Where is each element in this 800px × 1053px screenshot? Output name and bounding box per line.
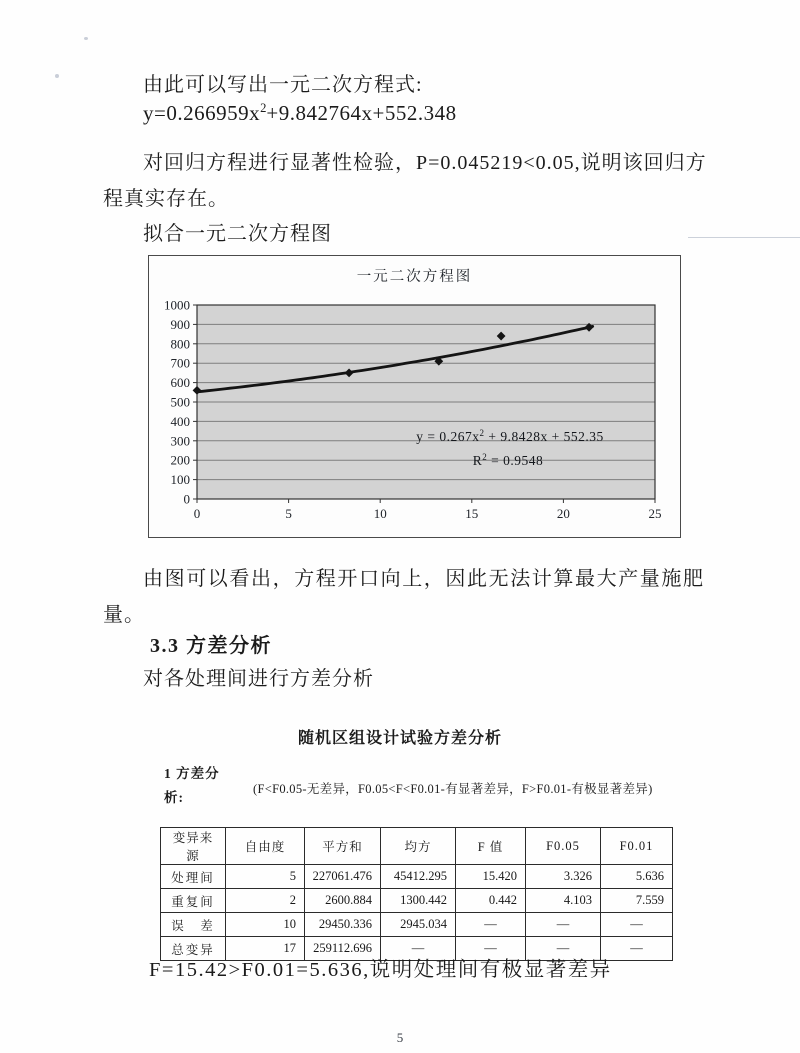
table-header-cell: F 值 xyxy=(456,828,526,865)
y-axis-label: 900 xyxy=(170,316,190,332)
table-cell: 0.442 xyxy=(456,889,526,913)
table-cell: 10 xyxy=(226,913,305,937)
scan-speck xyxy=(84,37,88,40)
f-test-criteria-note: (F<F0.05-无差异，F0.05<F<F0.01-有显著差异，F>F0.01-有极显著差异) xyxy=(253,782,653,796)
page-number: 5 xyxy=(396,1030,404,1045)
table-cell: 处理间 xyxy=(161,865,226,889)
paragraph-anova-intro: 对各处理间进行方差分析 xyxy=(143,668,374,690)
y-axis-label: 700 xyxy=(170,355,190,371)
table-cell: 2 xyxy=(226,889,305,913)
table-header-cell: 平方和 xyxy=(305,828,381,865)
table-header-row xyxy=(161,828,673,865)
y-axis-label: 600 xyxy=(170,375,190,391)
table-cell: 误 差 xyxy=(161,913,226,937)
paragraph-significance-line2: 程真实存在。 xyxy=(103,188,229,210)
table-cell: 3.326 xyxy=(526,865,601,889)
table-header-cell: 自由度 xyxy=(226,828,305,865)
regression-equation xyxy=(143,101,457,126)
paragraph-conclusion-line2: 量。 xyxy=(103,604,145,626)
table-cell: 7.559 xyxy=(601,889,673,913)
anova-label-line1: 1 方差分 xyxy=(164,766,220,781)
y-axis-label: 400 xyxy=(170,413,190,429)
equation-post: +9.842764x+552.348 xyxy=(266,101,457,125)
table-cell: 259112.696 xyxy=(305,937,381,961)
quadratic-equation-chart xyxy=(148,255,681,538)
table-header-cell: F0.05 xyxy=(526,828,601,865)
y-axis-label: 800 xyxy=(170,336,190,352)
paragraph-intro: 由此可以写出一元二次方程式: xyxy=(143,74,423,96)
equation-superscript: 2 xyxy=(260,101,267,115)
section-heading-variance-analysis: 3.3 方差分析 xyxy=(150,635,272,657)
anova-table xyxy=(160,827,673,961)
y-axis-label: 100 xyxy=(170,472,190,488)
y-axis-label: 200 xyxy=(170,452,190,468)
table-cell: 29450.336 xyxy=(305,913,381,937)
equation-pre: y=0.266959x xyxy=(143,101,261,125)
table-header-cell: F0.01 xyxy=(601,828,673,865)
table-cell: — xyxy=(456,913,526,937)
table-cell: 2600.884 xyxy=(305,889,381,913)
anova-table-title: 随机区组设计试验方差分析 xyxy=(297,730,502,747)
table-cell: 45412.295 xyxy=(381,865,456,889)
x-axis-label: 0 xyxy=(193,506,201,521)
y-axis-label: 500 xyxy=(170,394,190,410)
table-header-cell: 均方 xyxy=(381,828,456,865)
table-cell: 4.103 xyxy=(526,889,601,913)
x-axis-label: 20 xyxy=(556,506,570,521)
table-cell: — xyxy=(526,913,601,937)
table-cell: 重复间 xyxy=(161,889,226,913)
f-test-conclusion: F=15.42>F0.01=5.636,说明处理间有极显著差异 xyxy=(149,959,612,981)
x-axis-label: 5 xyxy=(285,506,292,521)
paragraph-fit-label: 拟合一元二次方程图 xyxy=(143,223,332,245)
table-cell: — xyxy=(526,937,601,961)
table-row xyxy=(161,913,673,937)
x-axis-label: 25 xyxy=(648,506,662,521)
table-cell: — xyxy=(381,937,456,961)
table-cell: 5 xyxy=(226,865,305,889)
chart-r2-annotation: $R^2 = 0.9548$ xyxy=(472,452,544,468)
table-cell: — xyxy=(601,913,673,937)
y-axis-label: 300 xyxy=(170,433,190,449)
scan-artifact-line xyxy=(688,237,800,238)
paragraph-significance-line1: 对回归方程进行显著性检验，P=0.045219<0.05,说明该回归方 xyxy=(143,152,707,174)
chart-title: 一元二次方程图 xyxy=(356,269,473,285)
chart-equation-annotation: $y = 0.267x^2 + 9.8428x + 552.35$ xyxy=(416,428,604,444)
x-axis-label: 10 xyxy=(373,506,387,521)
scan-speck xyxy=(55,74,59,78)
y-axis-label: 1000 xyxy=(164,297,190,313)
table-cell: 总变异 xyxy=(161,937,226,961)
table-cell: 15.420 xyxy=(456,865,526,889)
table-cell: 1300.442 xyxy=(381,889,456,913)
table-cell: 5.636 xyxy=(601,865,673,889)
table-cell: 2945.034 xyxy=(381,913,456,937)
anova-label-line2: 析: xyxy=(164,790,184,805)
x-axis-label: 15 xyxy=(465,506,479,521)
paragraph-conclusion-line1: 由图可以看出，方程开口向上，因此无法计算最大产量施肥 xyxy=(143,568,705,590)
table-row xyxy=(161,865,673,889)
table-header-cell: 变异来源 xyxy=(161,828,226,865)
table-cell: 227061.476 xyxy=(305,865,381,889)
chart-canvas xyxy=(149,256,680,535)
table-row xyxy=(161,889,673,913)
y-axis-label: 0 xyxy=(183,491,190,507)
table-cell: — xyxy=(456,937,526,961)
table-cell: — xyxy=(601,937,673,961)
table-cell: 17 xyxy=(226,937,305,961)
